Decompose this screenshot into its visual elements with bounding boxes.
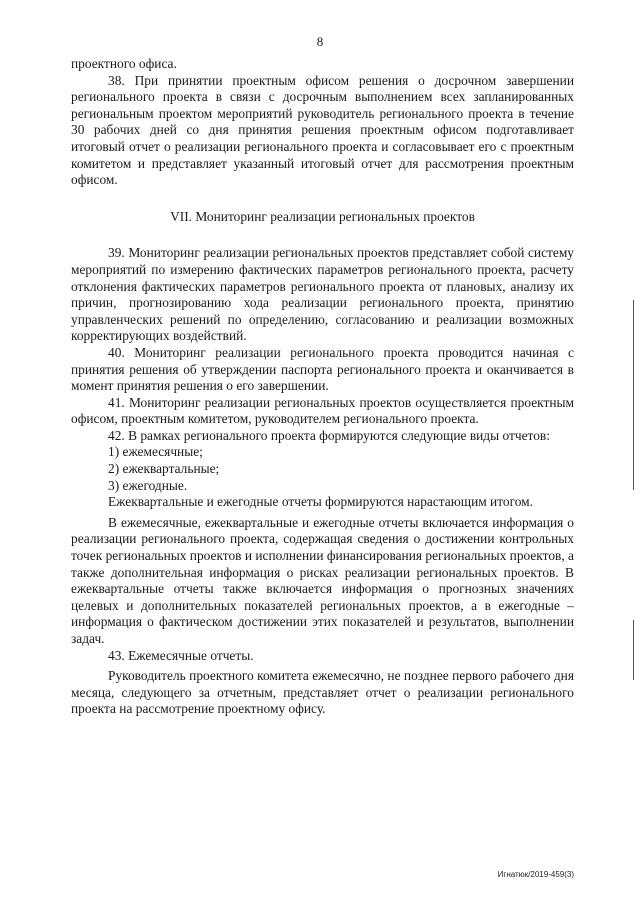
paragraph-43: 43. Ежемесячные отчеты. <box>108 647 254 663</box>
scan-artifact-line <box>633 300 634 490</box>
scan-artifact-line <box>633 620 634 680</box>
paragraph-continuation: проектного офиса. <box>71 56 177 71</box>
paragraph-43-text: Руководитель проектного комитета ежемесячно, не позднее первого рабочего дня месяца, следующего за отчетным, представляет отчет о реализации регионального проекта на рассмотрение проектному офису. <box>71 668 574 717</box>
paragraph-40: 40. Мониторинг реализации регионального проекта проводится начиная с принятия решения об утверждении паспорта регионального проекта и оканчивается в момент принятия решения о его завершении. <box>71 344 574 394</box>
section-heading: VII. Мониторинг реализации региональных проектов <box>170 208 475 224</box>
paragraph-42: 42. В рамках регионального проекта формируются следующие виды отчетов: <box>108 427 550 443</box>
paragraph-38: 38. При принятии проектным офисом решения о досрочном завершении регионального проекта в связи с досрочным выполнением всех запланированных региональным проектом мероприятий руководитель регионального проекта в течение 30 рабочих дней со дня принятия решения проектным офисом подготавливает итоговый отчет о реализации регионального проекта и согласовывает его с проектным комитетом и представляет указанный итоговый отчет для рассмотрения проектным офисом. <box>71 72 574 188</box>
paragraph-42-contents: В ежемесячные, ежеквартальные и ежегодные отчеты включается информация о реализации регионального проекта, содержащая сведения о достижении контрольных точек региональных проектов и исполнении финансирования региональных проектов, а также дополнительная информация о рисках реализации региональных проектов. В ежеквартальные отчеты также включается информация о прогнозных значениях целевых и дополнительных показателей региональных проектов, а в ежегодные – информация о фактическом достижении этих показателей и результатов, выполнении задач. <box>71 514 574 646</box>
document-stamp: Игнатюк/2019-459(3) <box>497 870 574 879</box>
list-item: 3) ежегодные. <box>108 477 188 493</box>
paragraph-41: 41. Мониторинг реализации региональных проектов осуществляется проектным офисом, проектным комитетом, руководителем регионального проекта. <box>71 394 574 427</box>
document-body <box>71 56 574 718</box>
list-item: 1) ежемесячные; <box>108 444 203 460</box>
paragraph-39: 39. Мониторинг реализации региональных проектов представляет собой систему мероприятий по измерению фактических параметров регионального проекта, расчету отклонения фактических параметров регионального проекта от плановых, анализу их причин, прогнозированию хода реализации регионального проекта, принятию управленческих решений по определению, согласованию и реализации возможных корректирующих воздействий. <box>71 245 574 344</box>
list-item: 2) ежеквартальные; <box>108 461 220 477</box>
page-number: 8 <box>316 34 324 49</box>
paragraph-42-cumulative: Ежеквартальные и ежегодные отчеты формируются нарастающим итогом. <box>108 494 534 510</box>
